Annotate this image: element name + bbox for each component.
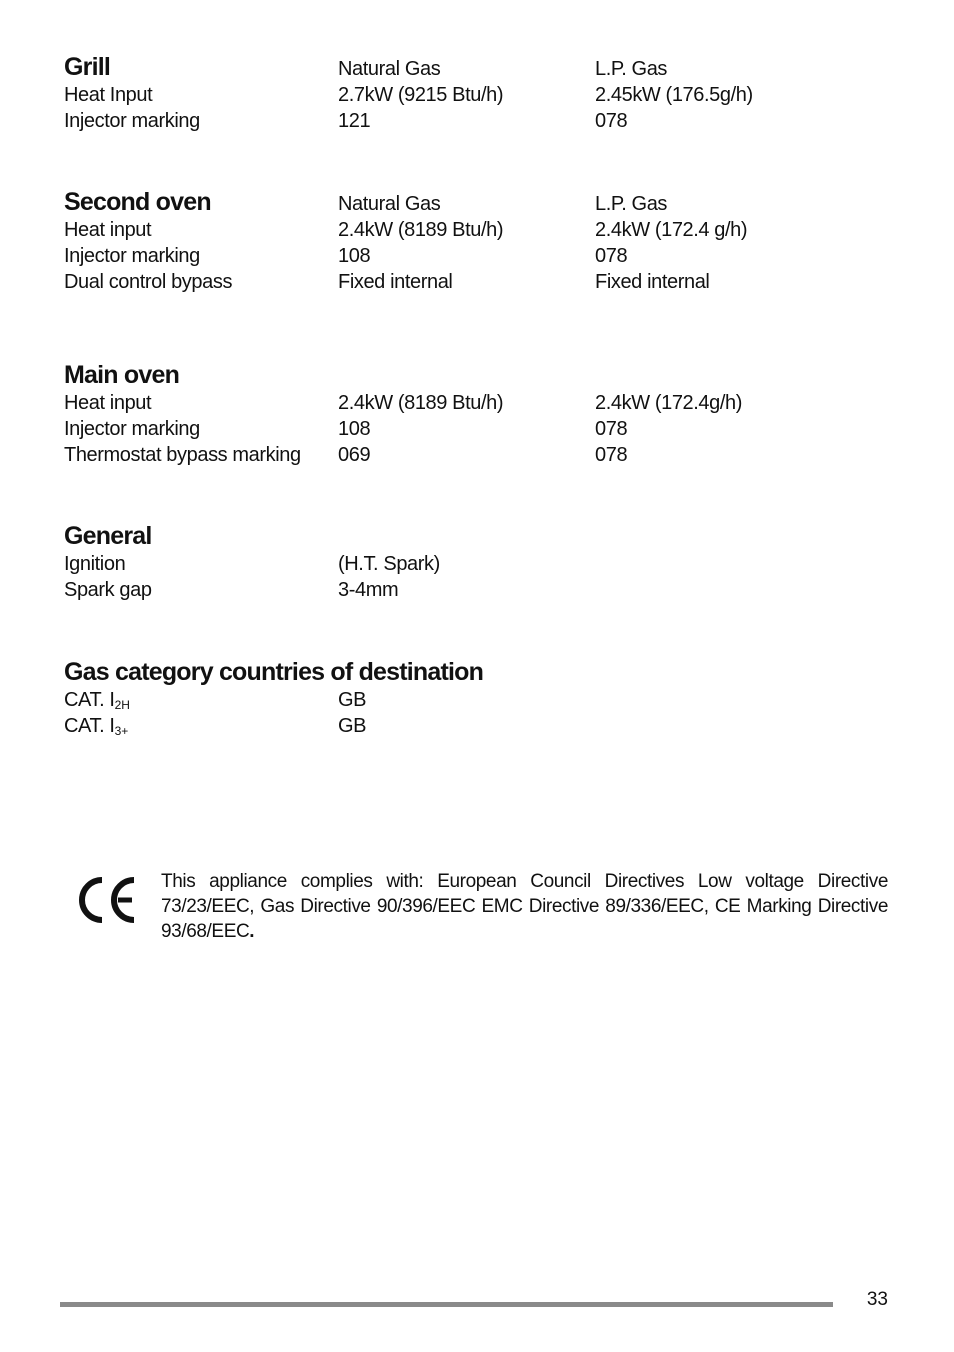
column-header-lp-gas: L.P. Gas [595,193,668,215]
spec-value-natural-gas: 2.4kW (8189 Btu/h) [338,219,504,241]
general-header-row [64,521,894,551]
spec-row [64,217,894,243]
spec-value-lp-gas: Fixed internal [595,271,710,293]
spec-value-natural-gas: 2.4kW (8189 Btu/h) [338,392,504,414]
second-oven-header-row [64,187,894,217]
compliance-statement [161,869,888,944]
spec-value-lp-gas: 078 [595,245,628,267]
spec-value-lp-gas: 078 [595,444,628,466]
column-header-natural-gas: Natural Gas [338,58,441,80]
spec-value-natural-gas: Fixed internal [338,271,453,293]
spec-value-natural-gas: 108 [338,245,371,267]
general-section [64,521,894,603]
spec-value-lp-gas: 2.4kW (172.4 g/h) [595,219,748,241]
grill-section [64,52,894,134]
spec-value-lp-gas: 078 [595,418,628,440]
spec-row [64,713,894,739]
ce-mark-icon [74,874,138,926]
footer-rule [60,1302,833,1307]
grill-header-row [64,52,894,82]
spec-row [64,551,894,577]
section-heading: Grill [64,53,111,81]
spec-value: 3-4mm [338,579,399,601]
spec-label: Heat input [64,219,152,241]
compliance-end-mark: . [249,921,255,942]
section-heading: Second oven [64,188,211,216]
second-oven-section [64,187,894,295]
spec-row [64,442,894,468]
section-heading: General [64,522,152,550]
spec-label: Heat input [64,392,152,414]
spec-row [64,243,894,269]
section-heading: Main oven [64,361,180,389]
section-heading: Gas category countries of destination [64,658,484,686]
spec-label: Injector marking [64,418,200,440]
column-header-lp-gas: L.P. Gas [595,58,668,80]
spec-row [64,82,894,108]
spec-row [64,577,894,603]
spec-label: Ignition [64,553,126,575]
spec-value: GB [338,715,367,737]
spec-value-lp-gas: 2.45kW (176.5g/h) [595,84,753,106]
spec-value-natural-gas: 2.7kW (9215 Btu/h) [338,84,504,106]
spec-label: Heat Input [64,84,153,106]
spec-row [64,269,894,295]
spec-value-natural-gas: 069 [338,444,371,466]
main-oven-section [64,360,894,468]
spec-label: Dual control bypass [64,271,233,293]
spec-label: Thermostat bypass marking [64,444,301,466]
spec-value-lp-gas: 2.4kW (172.4g/h) [595,392,743,414]
gas-category-section [64,657,894,739]
spec-label: Spark gap [64,579,152,601]
spec-row [64,390,894,416]
category-subscript: 3+ [114,724,129,738]
spec-row [64,108,894,134]
category-subscript: 2H [114,698,130,712]
column-header-natural-gas: Natural Gas [338,193,441,215]
spec-label: Injector marking [64,110,200,132]
spec-label: Injector marking [64,245,200,267]
spec-value-lp-gas: 078 [595,110,628,132]
spec-value-natural-gas: 108 [338,418,371,440]
gas-category-header-row [64,657,894,687]
spec-row [64,416,894,442]
spec-value-natural-gas: 121 [338,110,371,132]
spec-label [64,713,128,744]
category-label: CAT. I [64,715,115,737]
category-label: CAT. I [64,689,115,711]
spec-value: GB [338,689,367,711]
spec-row [64,687,894,713]
page-number: 33 [866,1289,888,1310]
compliance-text: This appliance complies with: European Council Directives Low voltage Directive 73/23/EEC, Gas Directive 90/396/EEC EMC Directive 89/336/EEC, CE Marking Directive 93/68/EEC [161,871,888,942]
spec-value: (H.T. Spark) [338,553,440,575]
main-oven-header-row [64,360,894,390]
